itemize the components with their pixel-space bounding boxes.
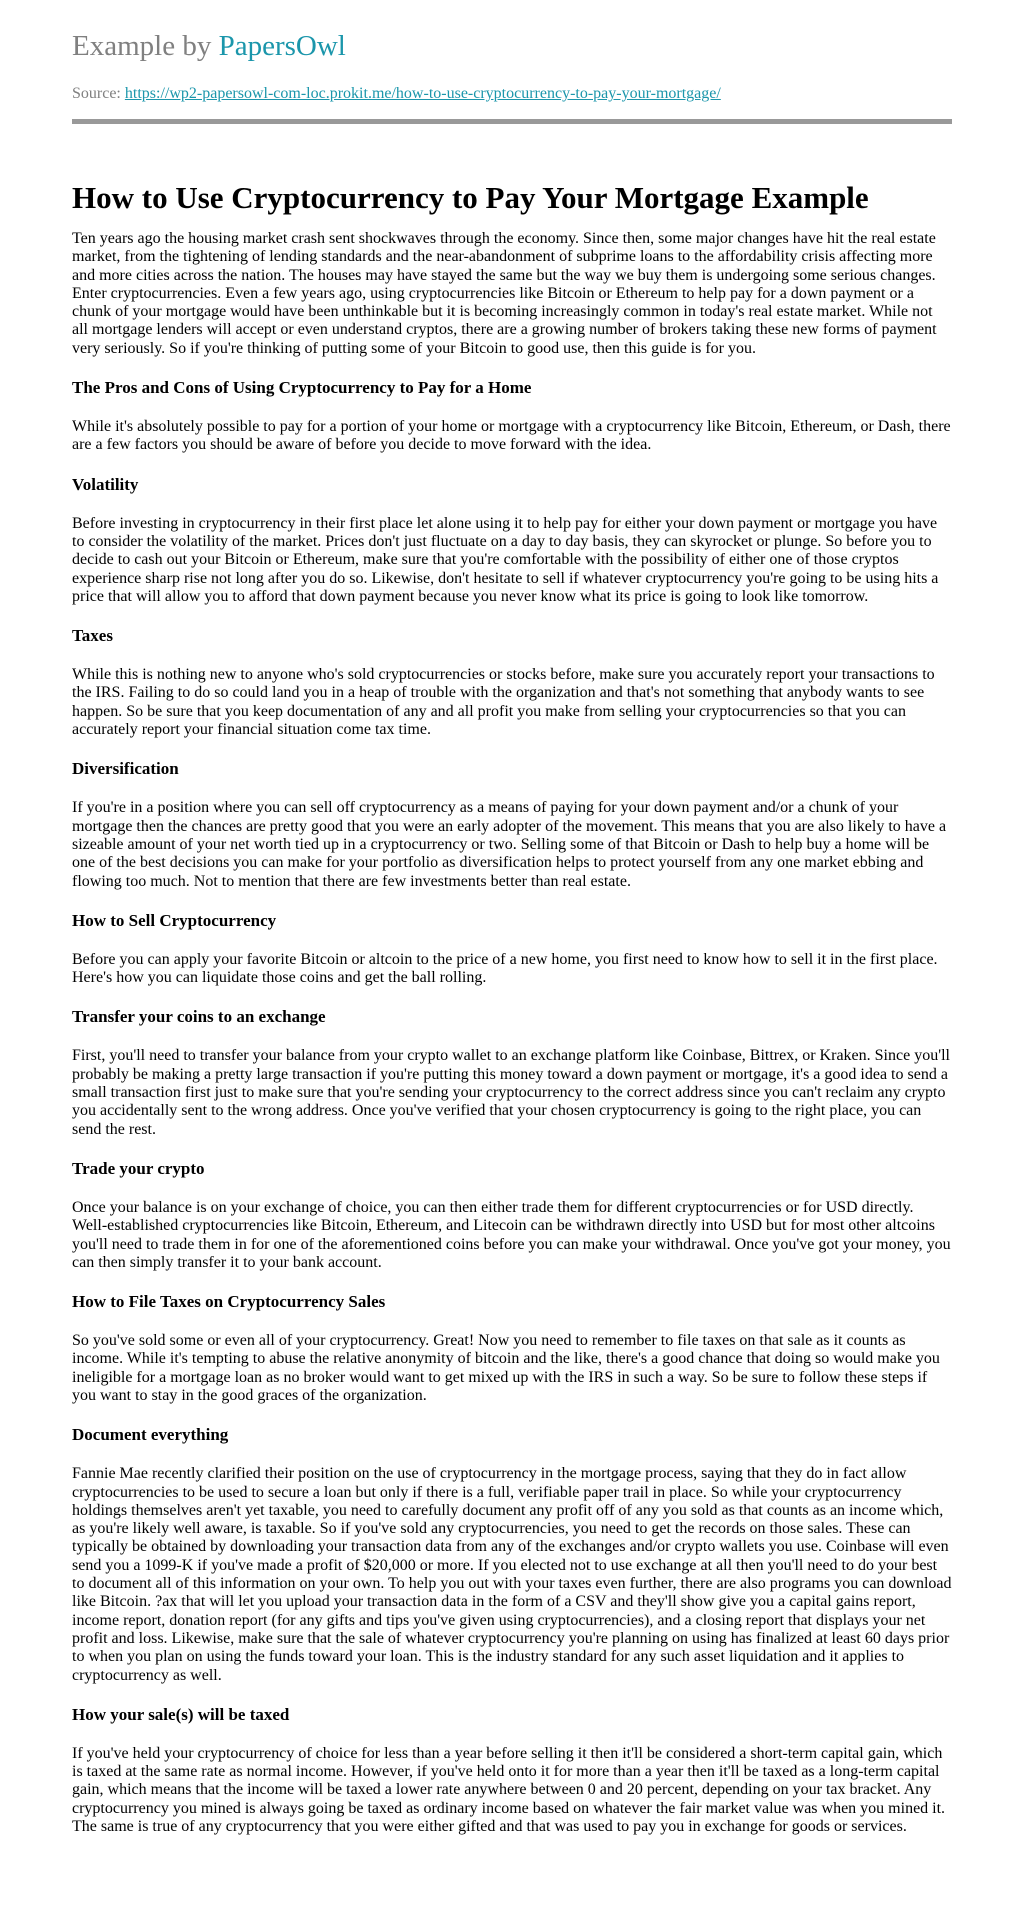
divider-rule: [72, 119, 952, 124]
paragraph-file-taxes: So you've sold some or even all of your cryptocurrency. Great! Now you need to remember to file taxes on that sale as it counts as income. While it's tempting to abuse the relative anonymity of bitcoin and the like, there's a good chance that doing so would make you ineligible for a mortgage loan as no broker would want to get mixed up with the IRS in such a way. So be sure to follow these steps if you want to stay in the good graces of the organization.: [72, 1332, 940, 1404]
heading-taxes: Taxes: [72, 626, 113, 646]
masthead: [72, 30, 952, 124]
source-label: Source:: [72, 85, 125, 103]
paragraph-diversification: If you're in a position where you can sell off cryptocurrency as a means of paying for your down payment and/or a chunk of your mortgage then the chances are pretty good that you were an early adopter of the movement. This means that you are also likely to have a sizeable amount of your net worth tied up in a cryptocurrency or two. Selling some of that Bitcoin or Dash to help buy a home will be one of the best decisions you can make for your portfolio as diversification helps to protect yourself from any one market ebbing and flowing too much. Not to mention that there are few investments better than real estate.: [72, 799, 947, 890]
paragraph-volatility: Before investing in cryptocurrency in their first place let alone using it to help pay for either your down payment or mortgage you have to consider the volatility of the market. Prices don't just fluctuate on a day to day basis, they can skyrocket or plunge. So before you to decide to cash out your Bitcoin or Ethereum, make sure that you're comfortable with the possibility of either one of those cryptos experience sharp rise not long after you do so. Likewise, don't hesitate to sell if whatever cryptocurrency you're going to be using hits a price that will allow you to afford that down payment because you never know what its price is going to look like tomorrow.: [72, 514, 939, 605]
paragraph-document-everything: Fannie Mae recently clarified their position on the use of cryptocurrency in the mortgage process, saying that they do in fact allow cryptocurrencies to be used to secure a loan but only if there is a full, verifiable paper trail in place. So while your cryptocurrency holdings themselves aren't yet taxable, you need to carefully document any profit off of any you sold as that counts as an income which, as you're likely well aware, is taxable. So if you've sold any cryptocurrencies, you need to get the records on those sales. These can typically be obtained by downloading your transaction data from any of the exchanges and/or crypto wallets you use. Coinbase will even send you a 1099-K if you've made a profit of $20,000 or more. If you elected not to use exchange at all then you'll need to do your best to document all of this information on your own. To help you out with your taxes even further, there are also programs you can download like Bitcoin. ?ax that will let you upload your transaction data in the form of a CSV and they'll show give you a capital gains report, income report, donation report (for any gifts and tips you've given using cryptocurrencies), and a closing report that displays your net profit and loss. Likewise, make sure that the sale of whatever cryptocurrency you're planning on using has finalized at least 60 days prior to when you plan on using the funds toward your loan. This is the industry standard for any such asset liquidation and it applies to cryptocurrency as well.: [72, 1465, 952, 1684]
heading-volatility: Volatility: [72, 474, 139, 494]
heading-how-to-sell: How to Sell Cryptocurrency: [72, 910, 277, 930]
heading-sales-taxed: How your sale(s) will be taxed: [72, 1704, 290, 1724]
article: [72, 180, 952, 1837]
paragraph-transfer-coins: First, you'll need to transfer your balance from your crypto wallet to an exchange platform like Coinbase, Bittrex, or Kraken. Since you'll probably be making a pretty large transaction if you're putting this money toward a down payment or mortgage, it's a good idea to send a small transaction first just to make sure that you're sending your cryptocurrency to the correct address since you can't reclaim any crypto you accidentally sent to the wrong address. Once you've verified that your chosen cryptocurrency is going to the right place, you can send the rest.: [72, 1047, 950, 1138]
paragraph-how-to-sell: Before you can apply your favorite Bitcoin or altcoin to the price of a new home, you first need to know how to sell it in the first place. Here's how you can liquidate those coins and get the ball rolling.: [72, 950, 938, 987]
source-link[interactable]: https://wp2-papersowl-com-loc.prokit.me/how-to-use-cryptocurrency-to-pay-your-mortgage/: [124, 85, 721, 103]
heading-file-taxes: How to File Taxes on Cryptocurrency Sales: [72, 1292, 386, 1312]
paragraph-pros-and-cons: While it's absolutely possible to pay for a portion of your home or mortgage with a cryptocurrency like Bitcoin, Ethereum, or Dash, there are a few factors you should be aware of before you decide to move forward with the idea.: [72, 418, 951, 454]
masthead-title: [72, 30, 952, 63]
paragraph-taxes: While this is nothing new to anyone who's sold cryptocurrencies or stocks before, make sure you accurately report your transactions to the IRS. Failing to do so could land you in a heap of trouble with the organization and that's not something that anybody wants to see happen. So be sure that you keep documentation of any and all profit you make from selling your cryptocurrencies so that you can accurately report your financial situation come tax time.: [72, 666, 935, 739]
masthead-prefix: Example by: [72, 30, 219, 62]
heading-pros-and-cons: The Pros and Cons of Using Cryptocurrency to Pay for a Home: [72, 378, 532, 398]
paragraph-sales-taxed: If you've held your cryptocurrency of choice for less than a year before selling it then it'll be considered a short-term capital gain, which is taxed at the same rate as normal income. However, if you've held onto it for more than a year then it'll be taxed as a long-term capital gain, which means that the income will be taxed a lower rate anywhere between 0 and 20 percent, depending on your tax bracket. Any cryptocurrency you mined is always going be taxed as ordinary income based on whatever the fair market value was when you mined it. The same is true of any cryptocurrency that you were either gifted and that was used to pay you in exchange for goods or services.: [72, 1744, 946, 1836]
article-title: How to Use Cryptocurrency to Pay Your Mortgage Example: [72, 179, 869, 215]
heading-transfer-coins: Transfer your coins to an exchange: [72, 1007, 326, 1027]
heading-document-everything: Document everything: [72, 1425, 229, 1445]
source-line: [72, 85, 952, 103]
heading-diversification: Diversification: [72, 759, 179, 779]
paragraph-trade-crypto: Once your balance is on your exchange of choice, you can then either trade them for different cryptocurrencies or for USD directly. Well-established cryptocurrencies like Bitcoin, Ethereum, and Litecoin can be withdrawn directly into USD but for most other altcoins you'll need to trade them in for one of the aforementioned coins before you can make your withdrawal. Once you've got your money, you can then simply transfer it to your bank account.: [72, 1198, 951, 1271]
heading-trade-crypto: Trade your crypto: [72, 1158, 205, 1178]
paragraph-intro: Ten years ago the housing market crash sent shockwaves through the economy. Since then, some major changes have hit the real estate market, from the tightening of lending standards and the near-abandonment of subprime loans to the affordability crisis affecting more and more cities across the nation. The houses may have stayed the same but the way we buy them is undergoing some serious changes. Enter cryptocurrencies. Even a few years ago, using cryptocurrencies like Bitcoin or Ethereum to help pay for a down payment or a chunk of your mortgage would have been unthinkable but it is becoming increasingly common in today's real estate market. While not all mortgage lenders will accept or even understand cryptos, there are a growing number of brokers taking these new forms of payment very seriously. So if you're thinking of putting some of your Bitcoin to good use, then this guide is for you.: [72, 230, 937, 357]
brand-name: PapersOwl: [218, 30, 346, 62]
